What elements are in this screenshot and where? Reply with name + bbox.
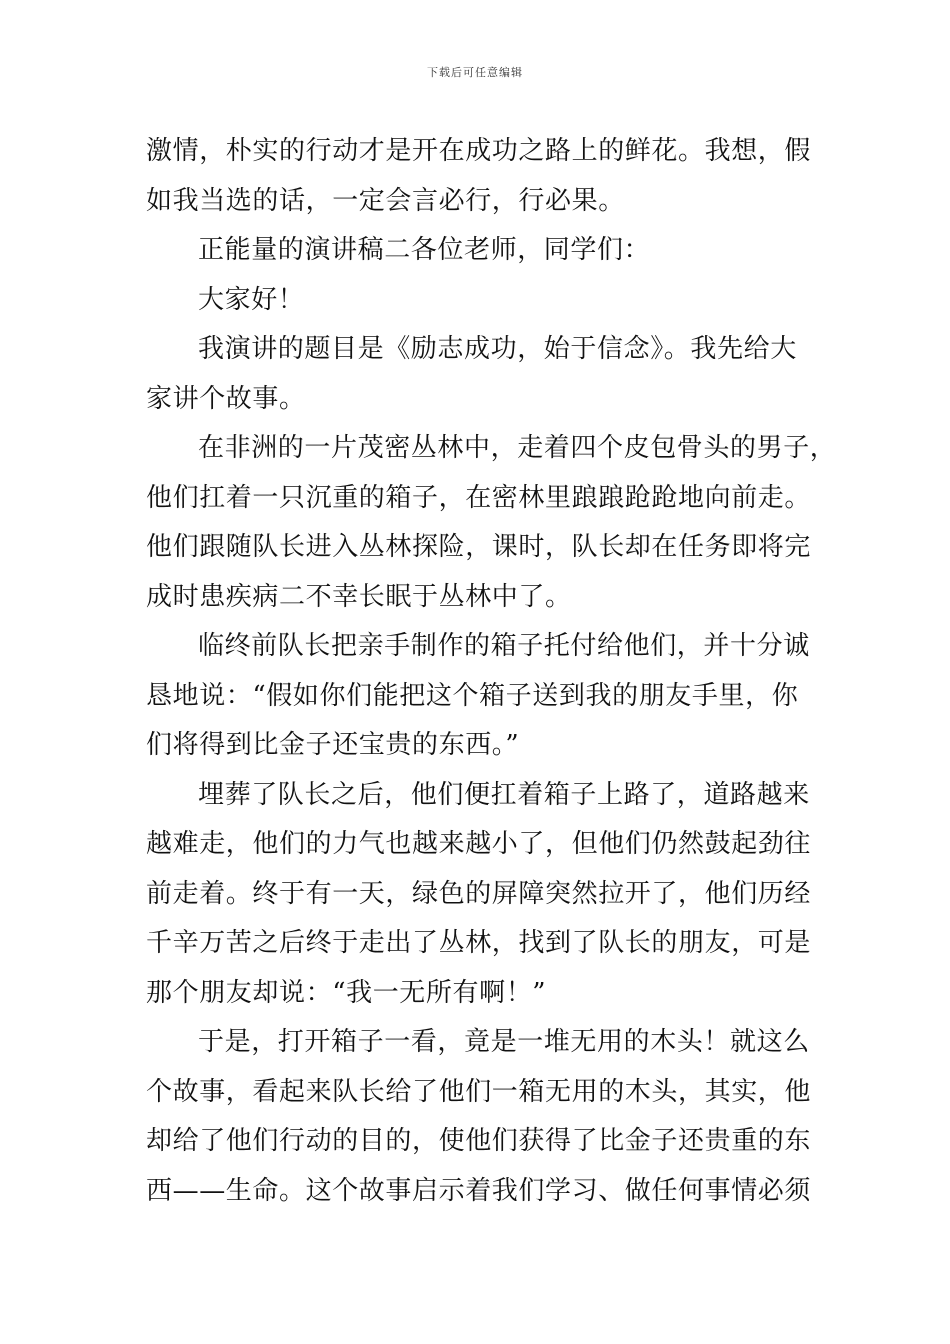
text-line: 他们扛着一只沉重的箱子，在密林里踉踉跄跄地向前走。 (146, 482, 812, 513)
text-line: 那个朋友却说：“我一无所有啊！” (146, 977, 547, 1008)
text-line: 临终前队长把亲手制作的箱子托付给他们，并十分诚 (198, 631, 810, 661)
text-line: 他们跟随队长进入丛林探险，课时，队长却在任务即将完 (146, 532, 812, 562)
text-line: 我演讲的题目是《励志成功，始于信念》。我先给大 (198, 334, 797, 364)
text-line: 越难走，他们的力气也越来越小了，但他们仍然鼓起劲往 (146, 829, 812, 859)
text-line: 激情，朴实的行动才是开在成功之路上的鲜花。我想，假 (146, 136, 812, 166)
page-header: 下载后可任意编辑 (427, 66, 523, 79)
text-line: 却给了他们行动的目的，使他们获得了比金子还贵重的东 (146, 1126, 812, 1156)
document-body (146, 127, 837, 1216)
text-line: 成时患疾病二不幸长眠于丛林中了。 (146, 581, 572, 612)
text-line: 恳地说：“假如你们能把这个箱子送到我的朋友手里，你 (146, 680, 799, 711)
text-line: 如我当选的话，一定会言必行，行必果。 (146, 185, 625, 216)
text-line: 大家好！ (198, 284, 305, 315)
text-line: 们将得到比金子还宝贵的东西。” (146, 730, 520, 760)
text-line: 千辛万苦之后终于走出了丛林，找到了队长的朋友，可是 (146, 928, 812, 958)
text-line: 前走着。终于有一天，绿色的屏障突然拉开了，他们历经 (146, 878, 812, 909)
text-line: 于是，打开箱子一看，竟是一堆无用的木头！就这么 (198, 1027, 810, 1057)
text-line: 西——生命。这个故事启示着我们学习、做任何事情必须 (146, 1175, 812, 1206)
text-line: 个故事，看起来队长给了他们一箱无用的木头，其实，他 (146, 1076, 812, 1107)
text-line: 埋葬了队长之后，他们便扛着箱子上路了，道路越来 (198, 779, 810, 810)
text-line: 在非洲的一片茂密丛林中，走着四个皮包骨头的男子， (198, 433, 837, 463)
text-line: 正能量的演讲稿二各位老师，同学们： (198, 235, 651, 265)
text-line: 家讲个故事。 (146, 383, 306, 414)
